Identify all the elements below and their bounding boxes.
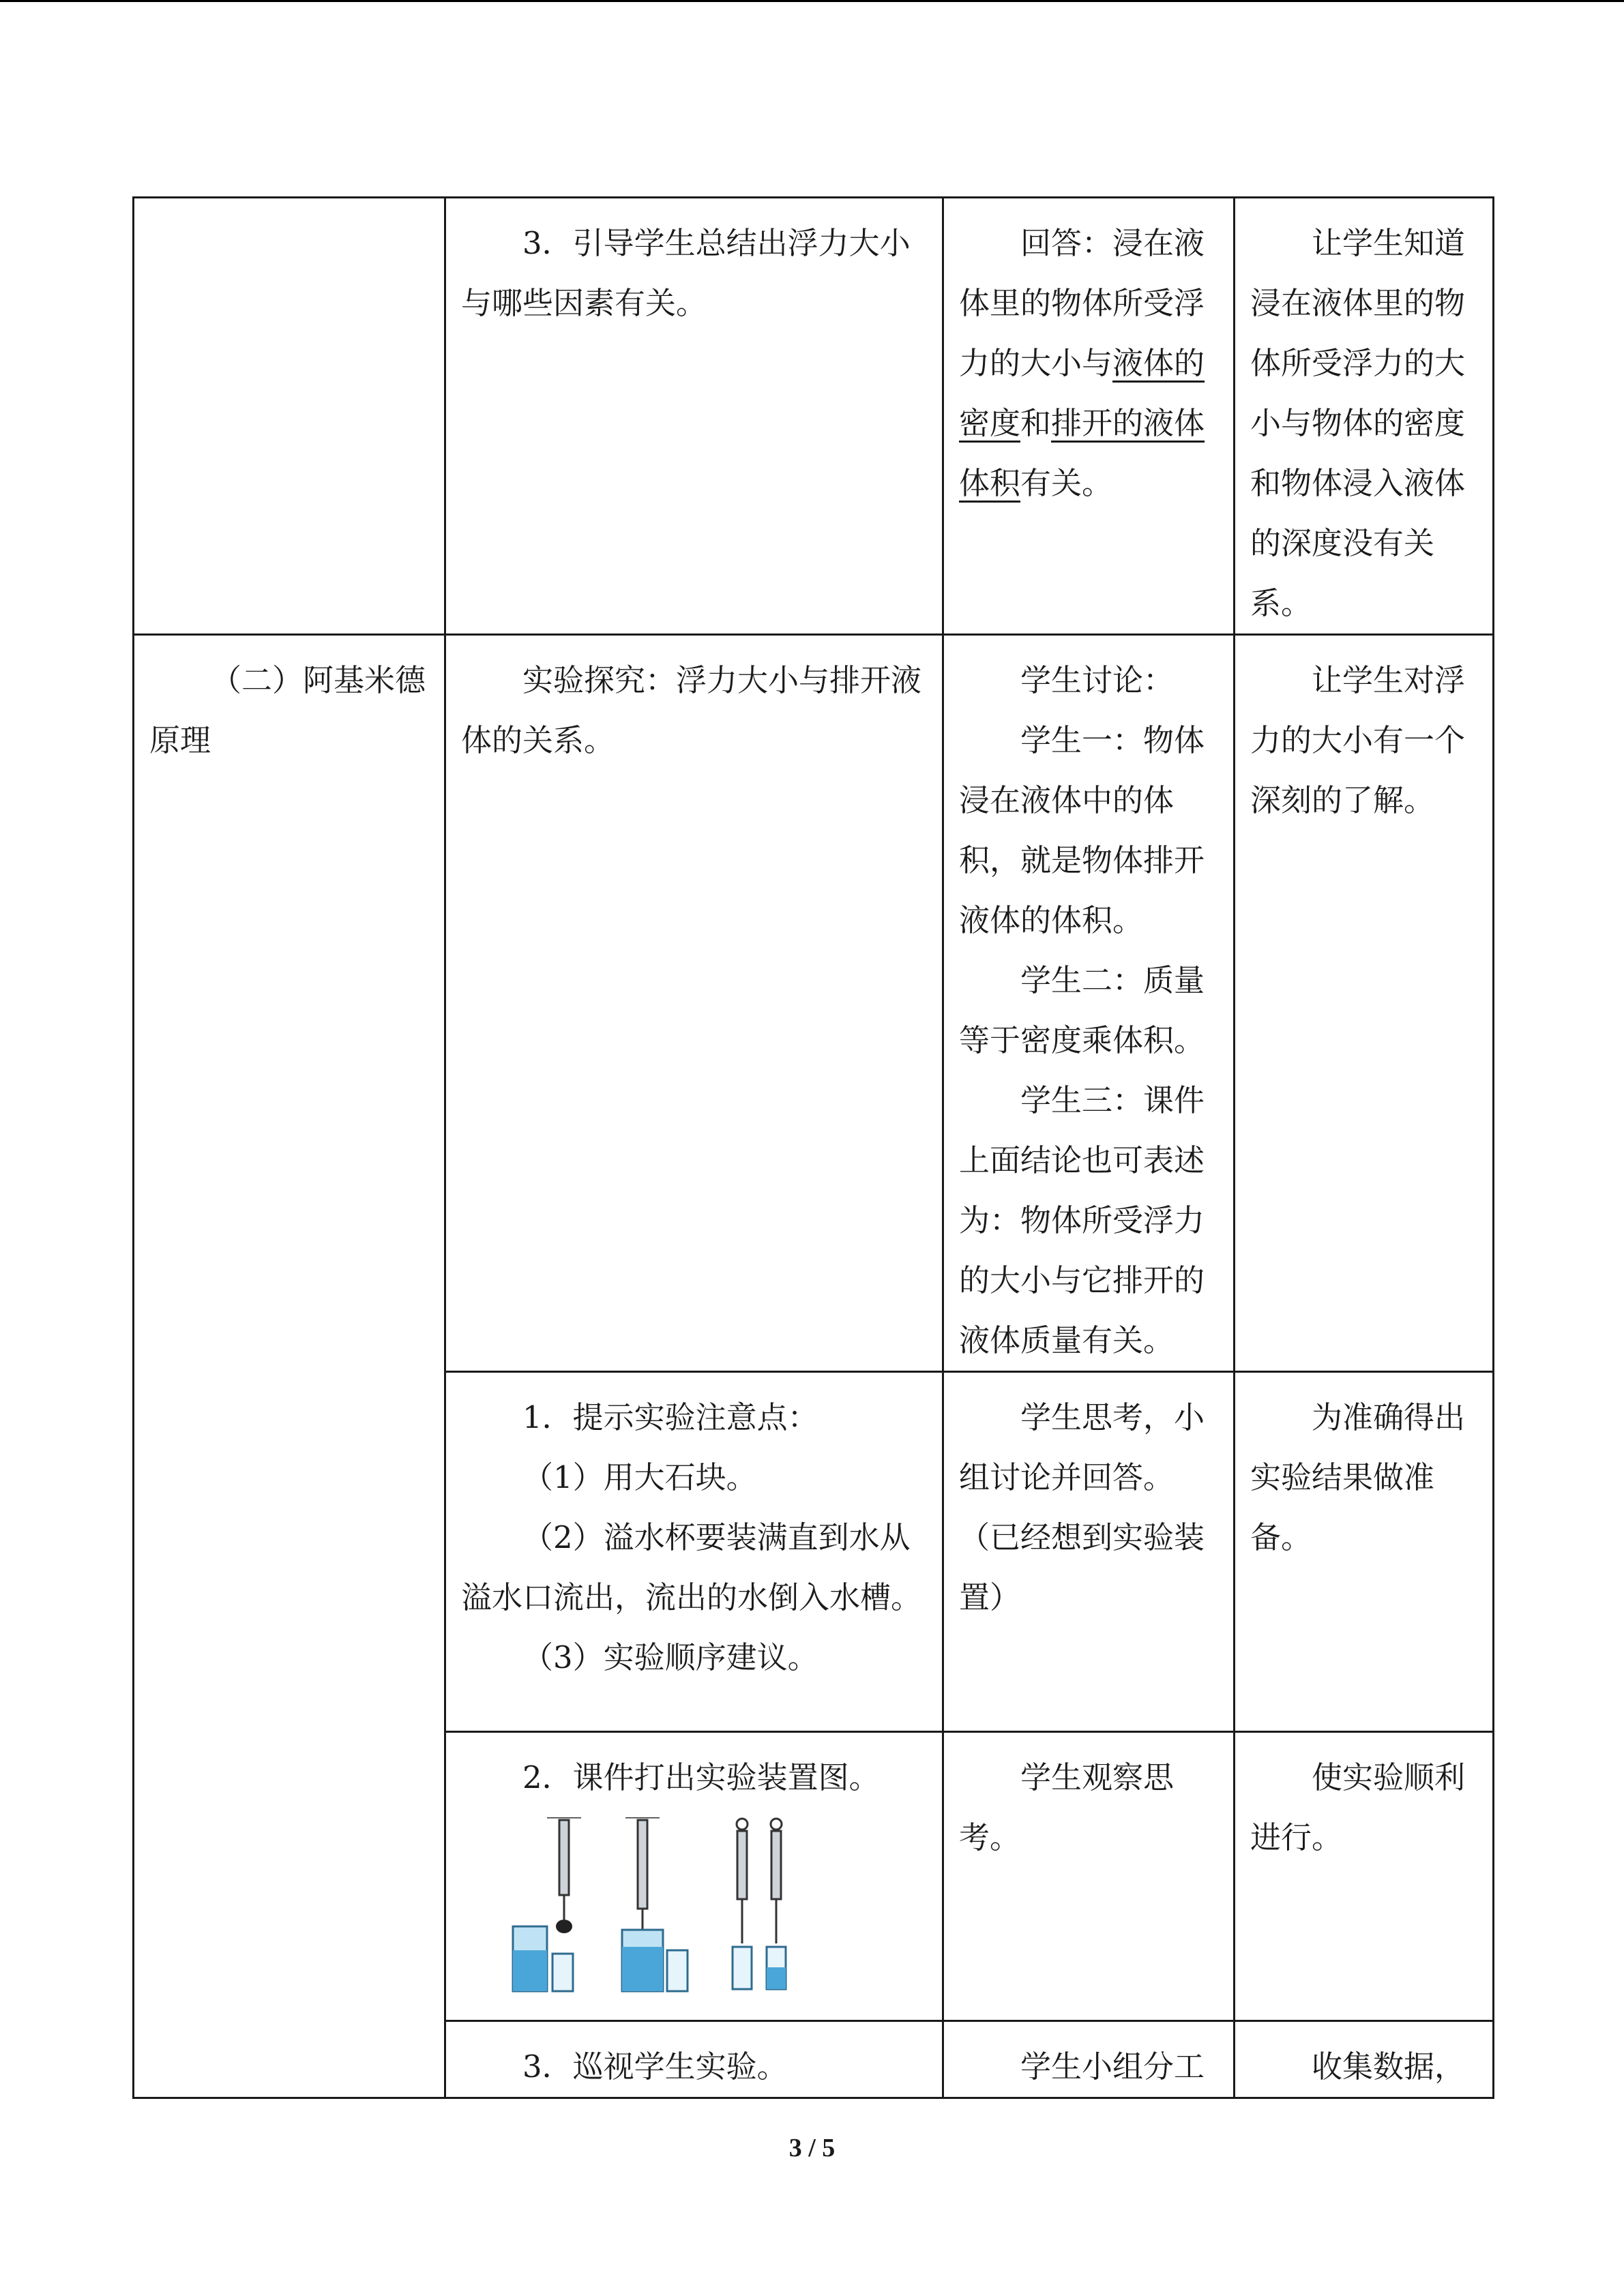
teacher-text: 1．提示实验注意点： [522, 1399, 818, 1435]
page-number: 3 / 5 [788, 2134, 836, 2162]
student-text: 学生三：课件上面结论也可表述为：物体所受浮力的大小与它排开的液体质量有关。 [959, 1082, 1205, 1358]
intent-text: 让学生知道浸在液体里的物体所受浮力的大小与物体的密度和物体浸入液体的深度没有关系。 [1250, 225, 1466, 621]
answer-underline-volume: 排开的液体体积 [959, 405, 1205, 501]
design-intent-cell [1235, 2021, 1494, 2098]
student-activity-cell [943, 1732, 1235, 2021]
lesson-plan-table [132, 196, 1494, 2099]
student-answer [959, 213, 1218, 513]
teacher-activity-cell [445, 635, 943, 1372]
teacher-activity-cell [445, 1732, 943, 2021]
student-text: 学生二：质量等于密度乘体积。 [959, 962, 1205, 1058]
answer-underline-density: 液体的密度 [959, 345, 1205, 441]
teacher-text: 3．引导学生总结出浮力大小与哪些因素有关。 [461, 225, 911, 321]
teacher-text: 实验探究：浮力大小与排开液体的关系。 [461, 662, 922, 758]
table-row [134, 198, 1494, 635]
stage-cell [134, 635, 445, 2098]
teacher-activity-cell [445, 1372, 943, 1732]
stage-title: （二）阿基米德原理 [149, 662, 426, 758]
design-intent-cell [1235, 1372, 1494, 1732]
student-text: （已经想到实验装置） [959, 1519, 1205, 1615]
student-activity-cell [943, 2021, 1235, 2098]
teacher-text: （2）溢水杯要装满直到水从溢水口流出，流出的水倒入水槽。 [461, 1519, 922, 1615]
answer-part: 回答：浸在液体里的物体所受浮力的大小与 [959, 225, 1205, 381]
answer-part: 和 [1020, 405, 1052, 441]
teacher-text: 2．课件打出实验装置图。 [522, 1759, 880, 1795]
teacher-text: （3）实验顺序建议。 [522, 1639, 818, 1675]
intent-text: 使实验顺利进行。 [1250, 1759, 1466, 1855]
intent-text: 收集数据， [1312, 2048, 1466, 2085]
student-activity-cell [943, 635, 1235, 1372]
teacher-text: 3．巡视学生实验。 [522, 2048, 788, 2085]
experiment-apparatus-image [506, 1817, 847, 2001]
top-border [0, 0, 1624, 2]
answer-part: 有关。 [1020, 465, 1113, 501]
student-text: 学生观察思考。 [959, 1759, 1175, 1855]
teacher-activity-cell [445, 198, 943, 635]
student-activity-cell [943, 198, 1235, 635]
design-intent-cell [1235, 635, 1494, 1372]
design-intent-cell [1235, 198, 1494, 635]
student-text: 学生一：物体浸在液体中的体积，就是物体排开液体的体积。 [959, 722, 1205, 938]
teacher-text: （1）用大石块。 [522, 1459, 757, 1495]
intent-text: 让学生对浮力的大小有一个深刻的了解。 [1250, 662, 1466, 818]
student-activity-cell [943, 1372, 1235, 1732]
student-text: 学生小组分工 [1020, 2048, 1205, 2085]
teacher-activity-cell [445, 2021, 943, 2098]
design-intent-cell [1235, 1732, 1494, 2021]
intent-text: 为准确得出实验结果做准备。 [1250, 1399, 1466, 1555]
stage-cell [134, 198, 445, 635]
table-row [134, 635, 1494, 1372]
student-text: 学生讨论： [1020, 662, 1175, 698]
student-text: 学生思考，小组讨论并回答。 [959, 1399, 1205, 1495]
